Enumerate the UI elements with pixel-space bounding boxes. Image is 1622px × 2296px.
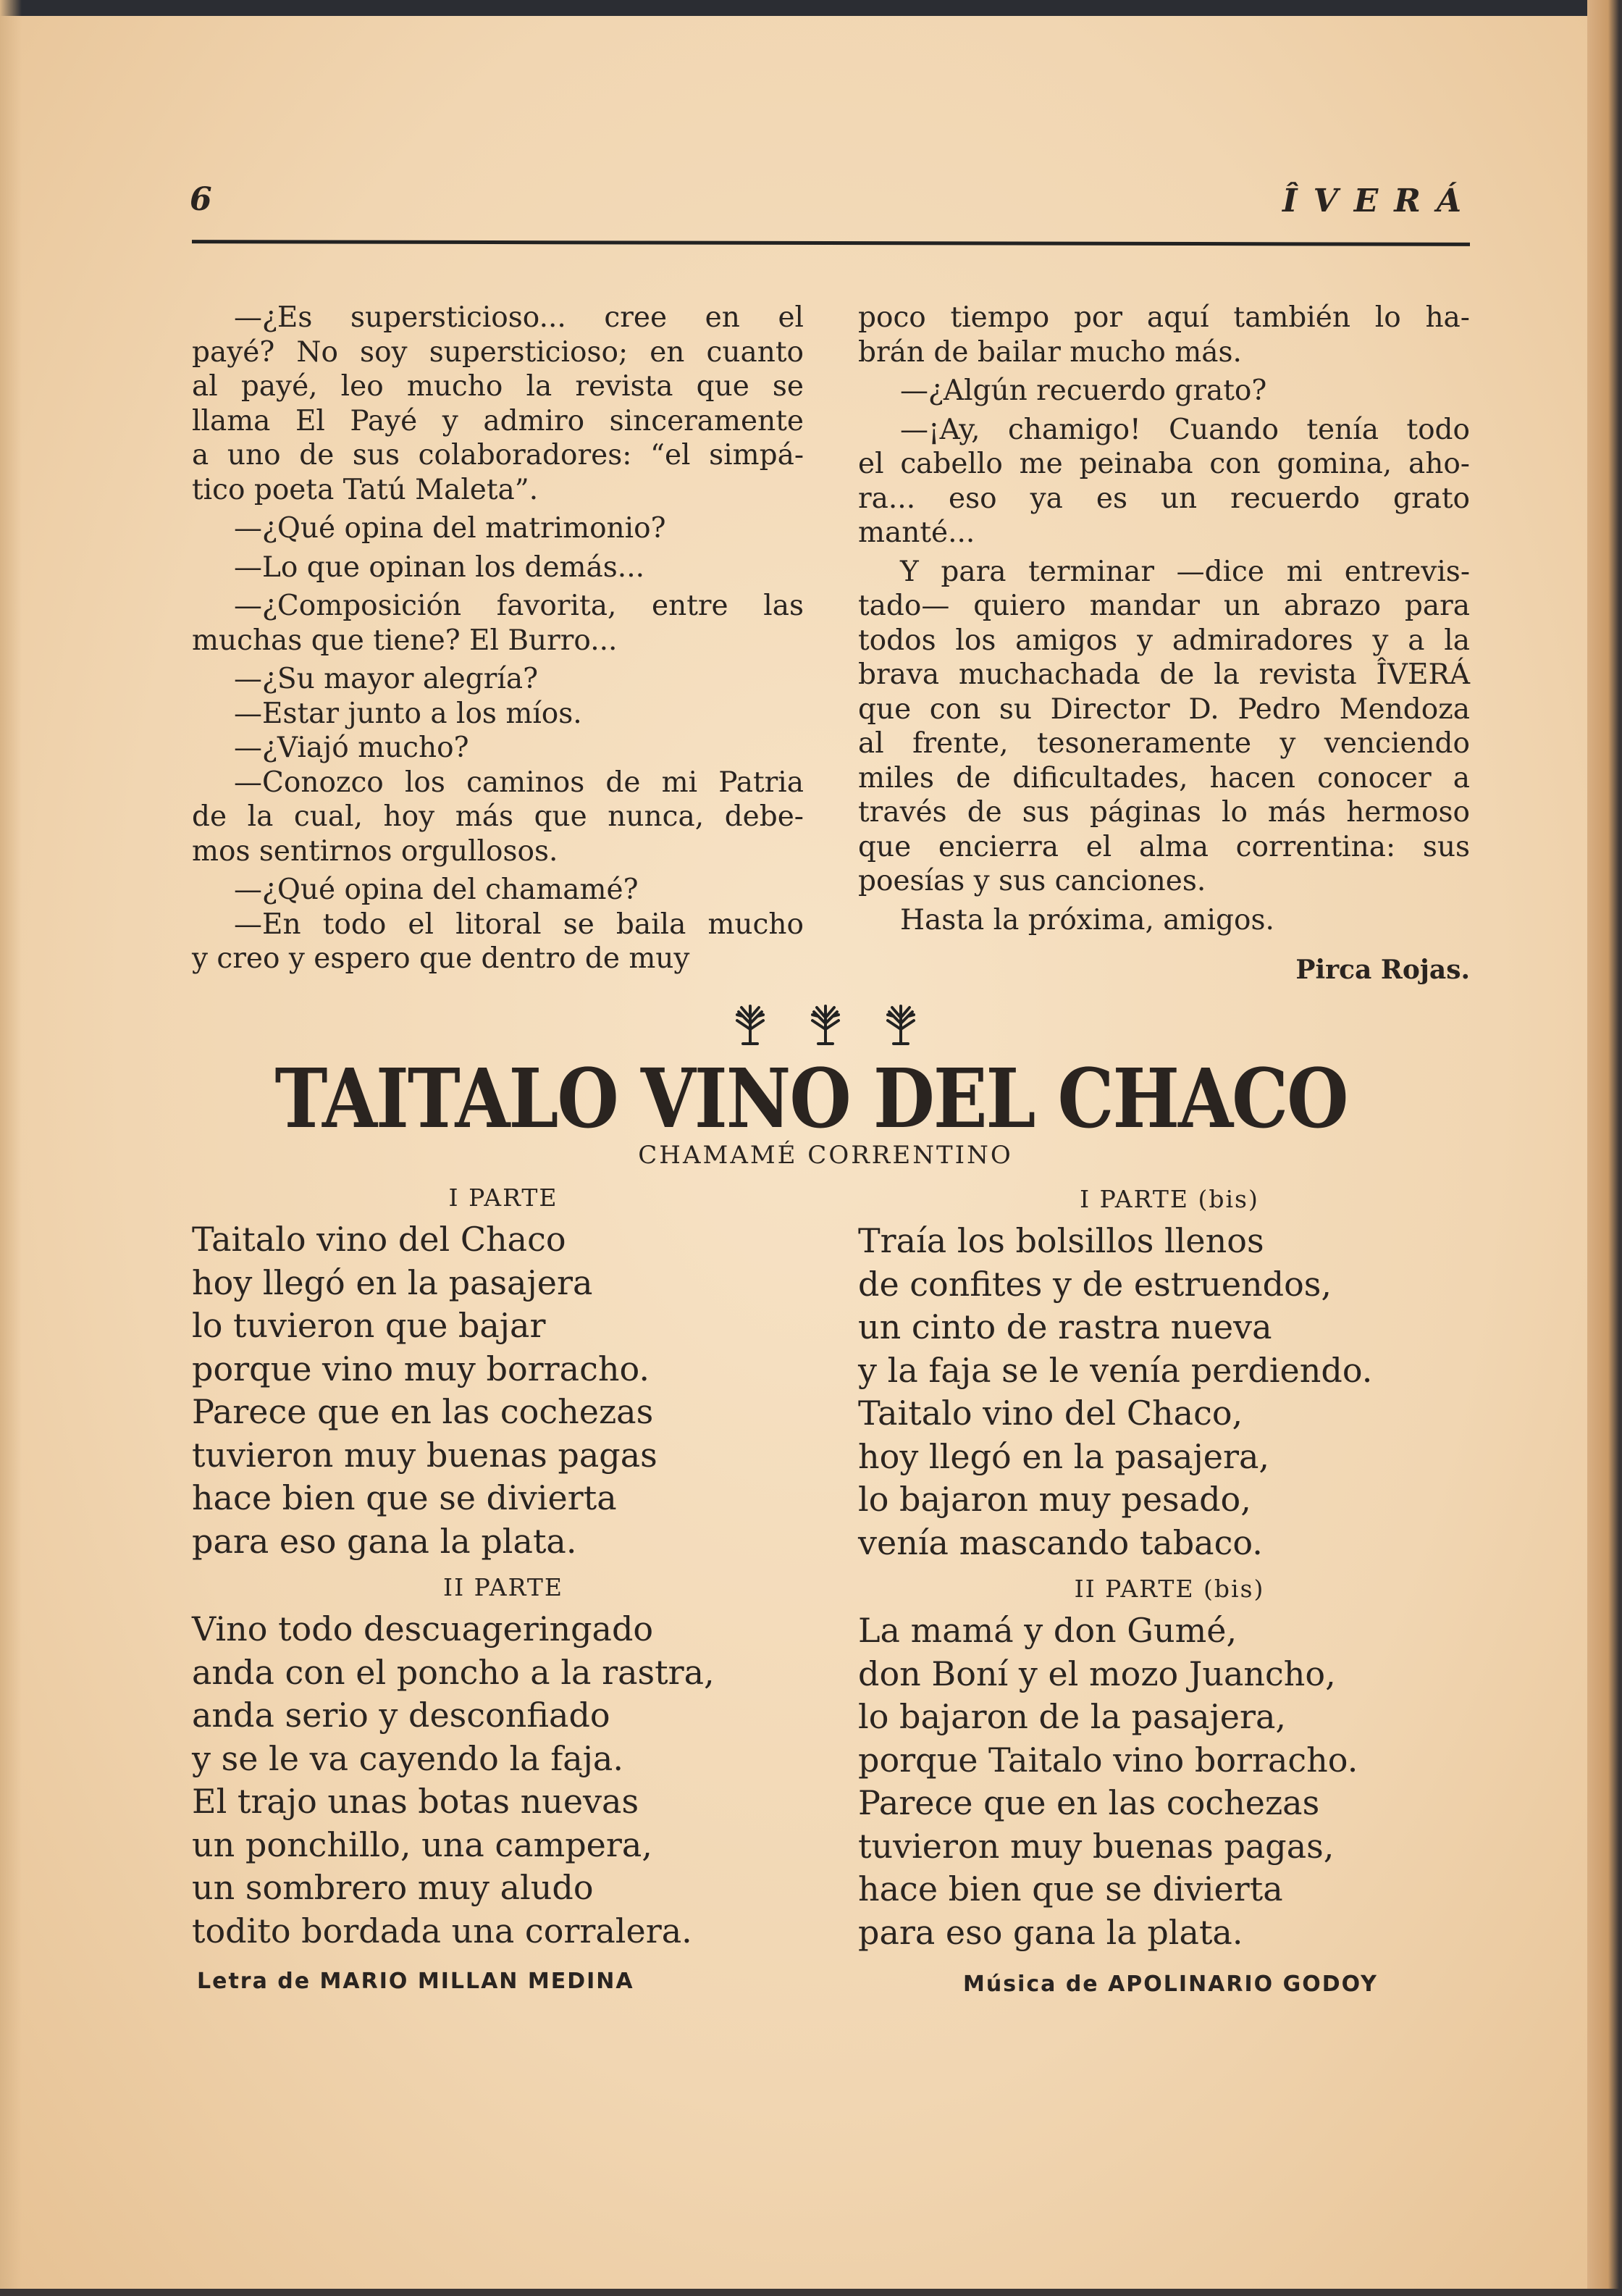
text-line: poco tiempo por aquí también lo ha-	[858, 301, 1470, 334]
scan-top-border	[0, 0, 1622, 16]
text-line: el cabello me peinaba con gomina, aho-	[858, 448, 1470, 480]
lyric-line: un sombrero muy aludo	[192, 1868, 594, 1907]
lyric-line: para eso gana la plata.	[192, 1521, 577, 1561]
lyric-line: de confites y de estruendos,	[858, 1264, 1332, 1304]
lyric-line: Traía los bolsillos llenos	[858, 1221, 1264, 1260]
lyric-line: venía mascando tabaco.	[858, 1522, 1263, 1562]
text-line: —¿Algún recuerdo grato?	[900, 374, 1267, 407]
text-line: brán de bailar mucho más.	[858, 335, 1242, 369]
part-heading: II PARTE	[443, 1573, 563, 1601]
lyrics-part	[858, 1573, 1481, 1954]
lyric-line: anda con el poncho a la rastra,	[192, 1652, 715, 1692]
text-line: —¿Viajó mucho?	[234, 732, 469, 764]
part-heading: II PARTE (bis)	[1074, 1575, 1265, 1603]
interview-right-column	[858, 301, 1470, 988]
lyric-line: La mamá y don Gumé,	[858, 1611, 1237, 1650]
text-line: y creo y espero que dentro de muy	[192, 942, 690, 975]
text-line: tico poeta Tatú Maleta”.	[192, 473, 539, 506]
interview-paragraph	[192, 697, 804, 732]
scan-bottom-border	[0, 2289, 1622, 2296]
interview-paragraph	[858, 903, 1470, 938]
lyric-line: Parece que en las cochezas	[192, 1392, 654, 1431]
lyric-line: tuvieron muy buenas pagas	[192, 1435, 657, 1475]
interview-paragraph	[858, 555, 1470, 903]
text-line: brava muchachada de la revista ÎVERÁ	[858, 658, 1470, 691]
lyric-line: Taitalo vino del Chaco	[192, 1220, 566, 1259]
lyric-line: hace bien que se divierta	[192, 1478, 617, 1517]
lyric-line: un ponchillo, una campera,	[192, 1824, 652, 1864]
text-line: —¿Composición favorita, entre las	[234, 590, 804, 622]
author-signature: Pirca Rojas.	[1295, 955, 1470, 985]
text-line: muchas que tiene? El Burro...	[192, 624, 618, 657]
interview-paragraph	[192, 766, 804, 873]
ornament-row	[731, 1002, 920, 1047]
text-line: —Conozco los caminos de mi Patria	[234, 766, 804, 799]
song-subtitle: CHAMAMÉ CORRENTINO	[638, 1141, 1013, 1170]
text-line: —Estar junto a los míos.	[234, 697, 582, 730]
lyrics-part	[858, 1183, 1481, 1564]
lyric-line: lo bajaron muy pesado,	[858, 1480, 1251, 1519]
music-credit: Música de APOLINARIO GODOY	[963, 1972, 1378, 1997]
interview-paragraph	[858, 374, 1470, 413]
lyrics-part	[192, 1182, 815, 1563]
text-line: de la cual, hoy más que nunca, debe-	[192, 800, 804, 833]
part-heading: I PARTE (bis)	[1080, 1185, 1259, 1213]
text-line: —¿Su mayor alegría?	[234, 663, 538, 695]
lyric-line: El trajo unas botas nuevas	[192, 1782, 639, 1821]
interview-paragraph	[192, 301, 804, 511]
text-line: que encierra el alma correntina: sus	[858, 830, 1470, 863]
lyric-line: y se le va cayendo la faja.	[192, 1738, 623, 1778]
text-line: al payé, leo mucho la revista que se	[192, 370, 804, 403]
lyric-line: Vino todo descuageringado	[192, 1609, 654, 1648]
text-line: miles de dificultades, hacen conocer a	[858, 761, 1470, 795]
magazine-masthead: ÎVERÁ	[1282, 183, 1477, 219]
text-line: manté...	[858, 516, 975, 549]
interview-paragraph	[858, 301, 1470, 374]
interview-left-column	[192, 301, 804, 981]
interview-paragraph	[192, 662, 804, 697]
interview-paragraph	[192, 873, 804, 908]
text-line: través de sus páginas lo más hermoso	[858, 796, 1470, 829]
text-line: —Lo que opinan los demás...	[234, 550, 644, 584]
lyric-line: hace bien que se divierta	[858, 1869, 1283, 1909]
text-line: al frente, tesoneramente y venciendo	[858, 727, 1470, 760]
interview-paragraph	[192, 908, 804, 981]
lyric-line: hoy llegó en la pasajera,	[858, 1436, 1269, 1476]
lyric-line: Taitalo vino del Chaco,	[858, 1394, 1243, 1433]
part-heading: I PARTE	[448, 1183, 558, 1212]
text-line: Y para terminar —dice mi entrevis-	[900, 555, 1470, 588]
lyric-line: tuvieron muy buenas pagas,	[858, 1826, 1335, 1866]
lyrics-part	[192, 1572, 815, 1953]
tree-icon	[731, 1002, 769, 1047]
lyric-line: porque Taitalo vino borracho.	[858, 1740, 1358, 1780]
text-line: —¿Qué opina del matrimonio?	[234, 512, 666, 545]
lyric-line: Parece que en las cochezas	[858, 1783, 1320, 1822]
interview-paragraph	[192, 550, 804, 590]
text-line: payé? No soy supersticioso; en cuanto	[192, 335, 804, 369]
text-line: —En todo el litoral se baila mucho	[234, 908, 804, 941]
text-line: ra... eso ya es un recuerdo grato	[858, 482, 1470, 515]
interview-paragraph	[858, 413, 1470, 555]
lyric-line: para eso gana la plata.	[858, 1912, 1243, 1952]
text-line: —¡Ay, chamigo! Cuando tenía todo	[900, 413, 1470, 446]
lyric-line: todito bordada una corralera.	[192, 1911, 692, 1951]
interview-paragraph	[192, 589, 804, 662]
text-line: Hasta la próxima, amigos.	[900, 903, 1274, 937]
text-line: todos los amigos y admiradores y a la	[858, 624, 1470, 657]
page-number: 6	[190, 181, 212, 218]
lyric-line: hoy llegó en la pasajera	[192, 1262, 593, 1302]
lyric-line: y la faja se le venía perdiendo.	[858, 1350, 1373, 1390]
lyric-line: un cinto de rastra nueva	[858, 1307, 1272, 1346]
tree-icon	[807, 1002, 844, 1047]
header-rule	[192, 240, 1470, 246]
lyric-line: don Boní y el mozo Juancho,	[858, 1654, 1336, 1693]
text-line: mos sentirnos orgullosos.	[192, 834, 558, 868]
text-line: tado— quiero mandar un abrazo para	[858, 590, 1470, 622]
tree-icon	[882, 1002, 920, 1047]
text-line: llama El Payé y admiro sinceramente	[192, 404, 804, 437]
lyrics-credit: Letra de MARIO MILLAN MEDINA	[197, 1969, 634, 1994]
text-line: —¿Es supersticioso... cree en el	[234, 301, 804, 334]
lyric-line: lo bajaron de la pasajera,	[858, 1697, 1286, 1736]
lyric-line: lo tuvieron que bajar	[192, 1306, 546, 1345]
text-line: —¿Qué opina del chamamé?	[234, 873, 639, 906]
song-title: TAITALO VINO DEL CHACO	[274, 1051, 1348, 1147]
interview-paragraph	[192, 511, 804, 550]
text-line: a uno de sus colaboradores: “el simpá-	[192, 439, 804, 472]
text-line: poesías y sus canciones.	[858, 865, 1206, 897]
lyric-line: porque vino muy borracho.	[192, 1349, 650, 1388]
lyric-line: anda serio y desconfiado	[192, 1696, 610, 1735]
interview-paragraph	[192, 731, 804, 766]
text-line: que con su Director D. Pedro Mendoza	[858, 692, 1470, 726]
